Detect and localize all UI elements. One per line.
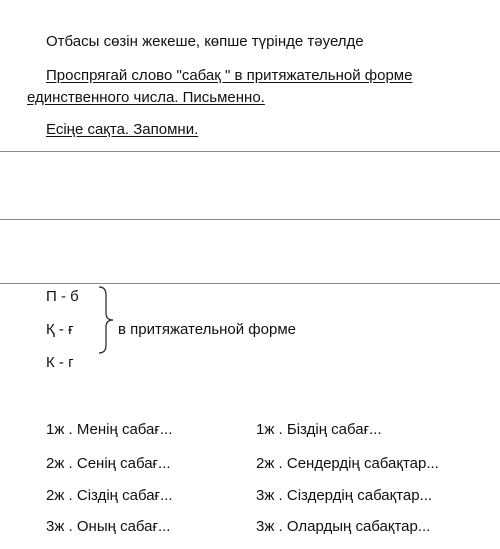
brace-text: в притяжательной форме [118, 321, 296, 338]
grammar-item-1: П - б [46, 288, 79, 305]
curly-brace-icon [96, 285, 116, 355]
singular-row-2: 2ж . Сенің сабағ... [46, 455, 171, 472]
instruction-line-2: единственного числа. Письменно. [27, 89, 265, 106]
grammar-item-2: Қ - ғ [46, 321, 74, 338]
singular-row-4: 3ж . Оның сабағ... [46, 518, 171, 535]
divider-3 [0, 283, 500, 284]
plural-row-3: 3ж . Сіздердің сабақтар... [256, 487, 433, 504]
instruction-line-1: Проспрягай слово "сабақ " в притяжательной форме [46, 67, 413, 84]
singular-row-3: 2ж . Сіздің сабағ... [46, 487, 173, 504]
plural-row-2: 2ж . Сендердің сабақтар... [256, 455, 439, 472]
singular-row-1: 1ж . Менің сабағ... [46, 421, 173, 438]
grammar-item-3: К - г [46, 354, 74, 371]
divider-1 [0, 151, 500, 152]
divider-2 [0, 219, 500, 220]
title-line: Отбасы сөзін жекеше, көпше түрінде тәуелде [46, 33, 364, 50]
plural-row-1: 1ж . Біздің сабағ... [256, 421, 382, 438]
remember-line: Есіңе сақта. Запомни. [46, 121, 199, 138]
plural-row-4: 3ж . Олардың сабақтар... [256, 518, 431, 535]
